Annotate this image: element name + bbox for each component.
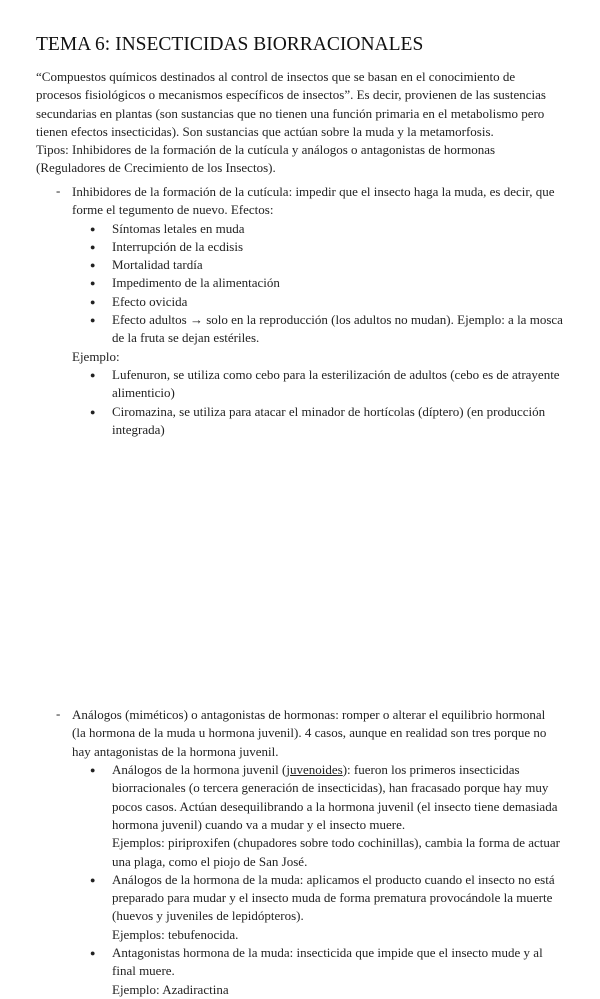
bullet-marker: ● (90, 241, 96, 252)
text-span: Análogos de la hormona juvenil ( (112, 762, 287, 778)
text-line: hay antagonistas de la hormona juvenil. (72, 743, 279, 759)
text-line: preparado para mudar y el insecto muda de forma prematura provocándole la muerte (112, 890, 553, 906)
intro-line: secundarias en plantas (son sustancias que no tienen una función primaria en el metabolismo pero (36, 105, 545, 121)
list-item (36, 944, 576, 999)
text-line: Mortalidad tardía (112, 257, 203, 273)
text-line: Ejemplo: Azadiractina (112, 981, 229, 997)
list-item (36, 293, 576, 311)
list-item (36, 220, 576, 238)
list-item (36, 274, 576, 292)
text-line: una plaga, como el piojo de San José. (112, 853, 308, 869)
text-line: Análogos de la hormona de la muda: aplicamos el producto cuando el insecto no está (112, 871, 555, 887)
intro-line: (Reguladores de Crecimiento de los Insectos). (36, 160, 276, 176)
list-item (36, 761, 576, 871)
text-line: Ejemplos: piriproxifen (chupadores sobre todo cochinillas), cambia la forma de actuar (112, 835, 560, 851)
intro-line: Tipos: Inhibidores de la formación de la cutícula y análogos o antagonistas de hormonas (36, 142, 496, 158)
text-line: Interrupción de la ecdisis (112, 238, 244, 254)
bullet-marker: ● (90, 278, 96, 289)
list-item (36, 256, 576, 274)
text-line: (la hormona de la muda u hormona juvenil). 4 casos, aunque en realidad son tres porque no (72, 725, 547, 741)
underlined-term: juvenoides (286, 762, 343, 778)
document-title: TEMA 6: INSECTICIDAS BIORRACIONALES (36, 34, 424, 55)
text-line: de la fruta se dejan estériles. (112, 330, 260, 346)
dash-marker: - (56, 183, 61, 198)
bullet-marker: ● (90, 406, 96, 417)
bullet-marker: ● (90, 948, 96, 959)
text-line: Lufenuron, se utiliza como cebo para la esterilización de adultos (cebo es de atrayente (112, 366, 560, 382)
text-line: integrada) (112, 421, 165, 437)
text-line: Ejemplos: tebufenocida. (112, 926, 239, 942)
text-line: (huevos y juveniles de lepidópteros). (112, 908, 304, 924)
dash-marker: - (56, 706, 61, 722)
bullet-marker: ● (90, 765, 96, 776)
text-line: Antagonistas hormona de la muda: insecticida que impide que el insecto mude y al (112, 945, 543, 961)
section-analogos (36, 706, 576, 999)
text-line: Ciromazina, se utiliza para atacar el minador de hortícolas (díptero) (en producción (112, 403, 546, 419)
bullet-marker: ● (90, 260, 96, 271)
bullet-marker: ● (90, 315, 96, 326)
bullet-marker: ● (90, 874, 96, 885)
text-line: Análogos (miméticos) o antagonistas de hormonas: romper o alterar el equilibrio hormonal (72, 707, 546, 723)
text-line: Efecto ovicida (112, 293, 188, 309)
intro-line: procesos fisiológicos o mecanismos específicos de insectos”. Es decir, provienen de las sustencias (36, 87, 546, 103)
example-label: Ejemplo: (72, 348, 120, 364)
text-line: Inhibidores de la formación de la cutícula: impedir que el insecto haga la muda, es decir, que (72, 184, 555, 199)
text-line: Impedimento de la alimentación (112, 275, 280, 291)
list-item (36, 403, 576, 440)
section-inhibidores (36, 183, 576, 439)
text-span: ): fueron los primeros insecticidas (342, 762, 520, 778)
intro-line: tienen efectos insecticidas). Son sustancias que actúan sobre la muda y la metamorfosis. (36, 123, 494, 139)
text-line: biorracionales (o tercera generación de insecticidas), han fracasado porque hay muy (112, 780, 549, 796)
list-item (36, 871, 576, 944)
list-item (36, 366, 576, 403)
text-line: pocos casos. Actúan desequilibrando a la hormona juvenil (el insecto tiene demasiada (112, 798, 558, 814)
intro-line: “Compuestos químicos destinados al control de insectos que se basan en el conocimiento de (36, 69, 516, 84)
list-item (36, 238, 576, 256)
list-item (36, 311, 576, 348)
text-line: final muere. (112, 963, 175, 979)
text-line: hormona juvenil) cuando va a mudar y el insecto muere. (112, 816, 406, 832)
text-line: forme el tegumento de nuevo. Efectos: (72, 202, 274, 218)
intro-paragraph (36, 68, 546, 178)
bullet-marker: ● (90, 296, 96, 307)
text-line (36, 761, 576, 779)
text-line: Efecto adultos → solo en la reproducción (los adultos no mudan). Ejemplo: a la mosca (112, 312, 563, 328)
text-line: alimenticio) (112, 385, 175, 401)
bullet-marker: ● (90, 223, 96, 234)
text-line: Síntomas letales en muda (112, 220, 245, 236)
bullet-marker: ● (90, 369, 96, 380)
